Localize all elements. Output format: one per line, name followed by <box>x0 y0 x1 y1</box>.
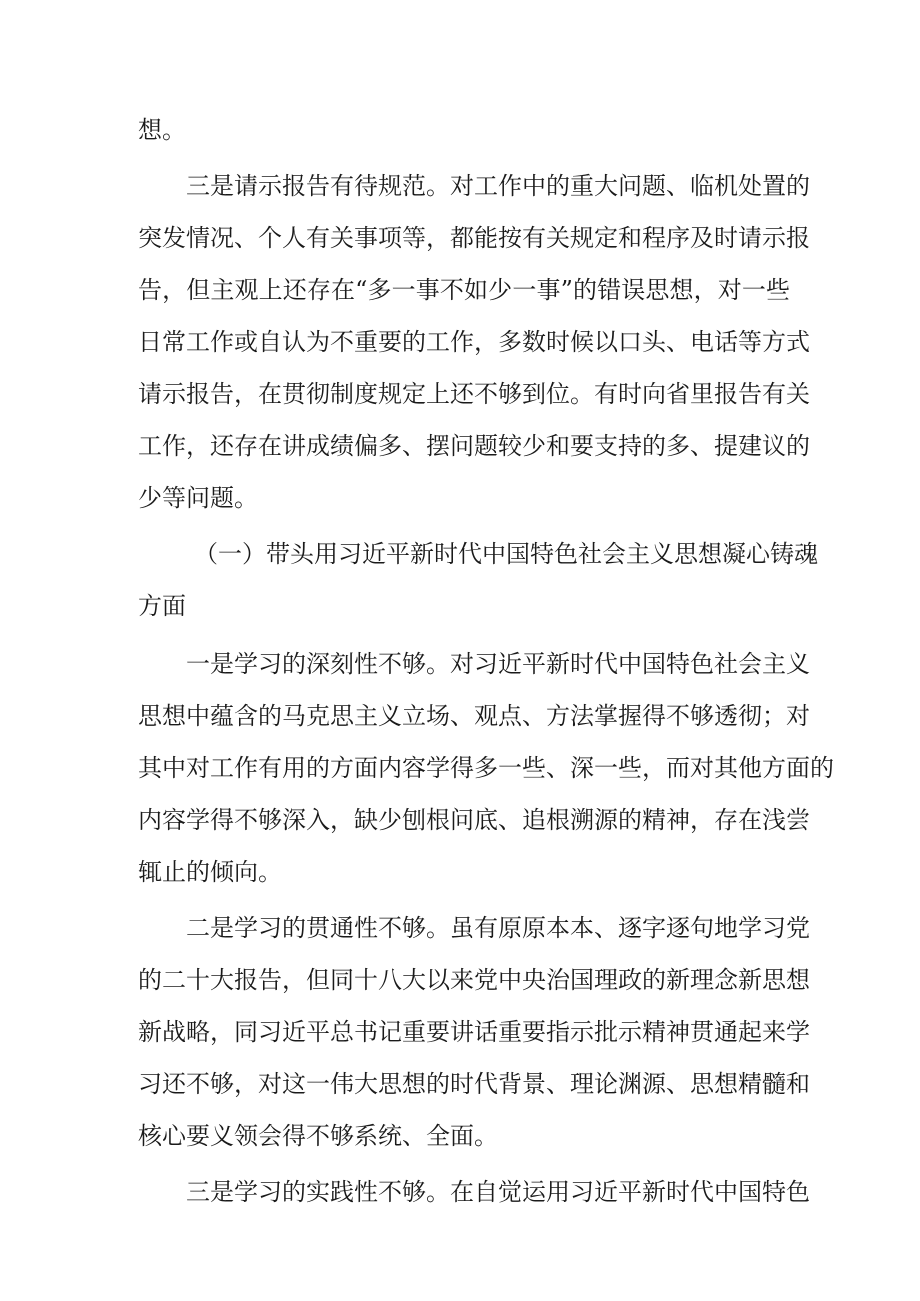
paragraph-line: 辄止的倾向。 <box>138 858 282 886</box>
paragraph-line: 日常工作或自认为不重要的工作，多数时候以口头、电话等方式 <box>138 328 810 356</box>
paragraph-line: 告，但主观上还存在“多一事不如少一事”的错误思想，对一些 <box>138 276 790 304</box>
paragraph-line: 其中对工作有用的方面内容学得多一些、深一些，而对其他方面的 <box>138 754 834 782</box>
paragraph-line: 工作，还存在讲成绩偏多、摆问题较少和要支持的多、提建议的 <box>138 432 810 460</box>
paragraph-line: 内容学得不够深入，缺少刨根问底、追根溯源的精神，存在浅尝 <box>138 806 810 834</box>
paragraph-line: 少等问题。 <box>138 484 258 512</box>
paragraph-line: 一是学习的深刻性不够。对习近平新时代中国特色社会主义 <box>186 650 810 678</box>
paragraph-line: 二是学习的贯通性不够。虽有原原本本、逐字逐句地学习党 <box>186 914 810 942</box>
paragraph-line: 核心要义领会得不够系统、全面。 <box>138 1122 498 1150</box>
section-heading: （一）带头用习近平新时代中国特色社会主义思想凝心铸魂 <box>194 540 818 568</box>
paragraph-line: 想。 <box>138 116 186 144</box>
paragraph-line: 新战略，同习近平总书记重要讲话重要指示批示精神贯通起来学 <box>138 1018 810 1046</box>
paragraph-line: 突发情况、个人有关事项等，都能按有关规定和程序及时请示报 <box>138 224 810 252</box>
paragraph-line: 的二十大报告，但同十八大以来党中央治国理政的新理念新思想 <box>138 966 810 994</box>
paragraph-line: 三是请示报告有待规范。对工作中的重大问题、临机处置的 <box>186 172 810 200</box>
section-heading: 方面 <box>138 592 186 620</box>
paragraph-line: 习还不够，对这一伟大思想的时代背景、理论渊源、思想精髓和 <box>138 1070 810 1098</box>
paragraph-line: 请示报告，在贯彻制度规定上还不够到位。有时向省里报告有关 <box>138 380 810 408</box>
paragraph-line: 思想中蕴含的马克思主义立场、观点、方法掌握得不够透彻；对 <box>138 702 810 730</box>
paragraph-line: 三是学习的实践性不够。在自觉运用习近平新时代中国特色 <box>186 1178 810 1206</box>
